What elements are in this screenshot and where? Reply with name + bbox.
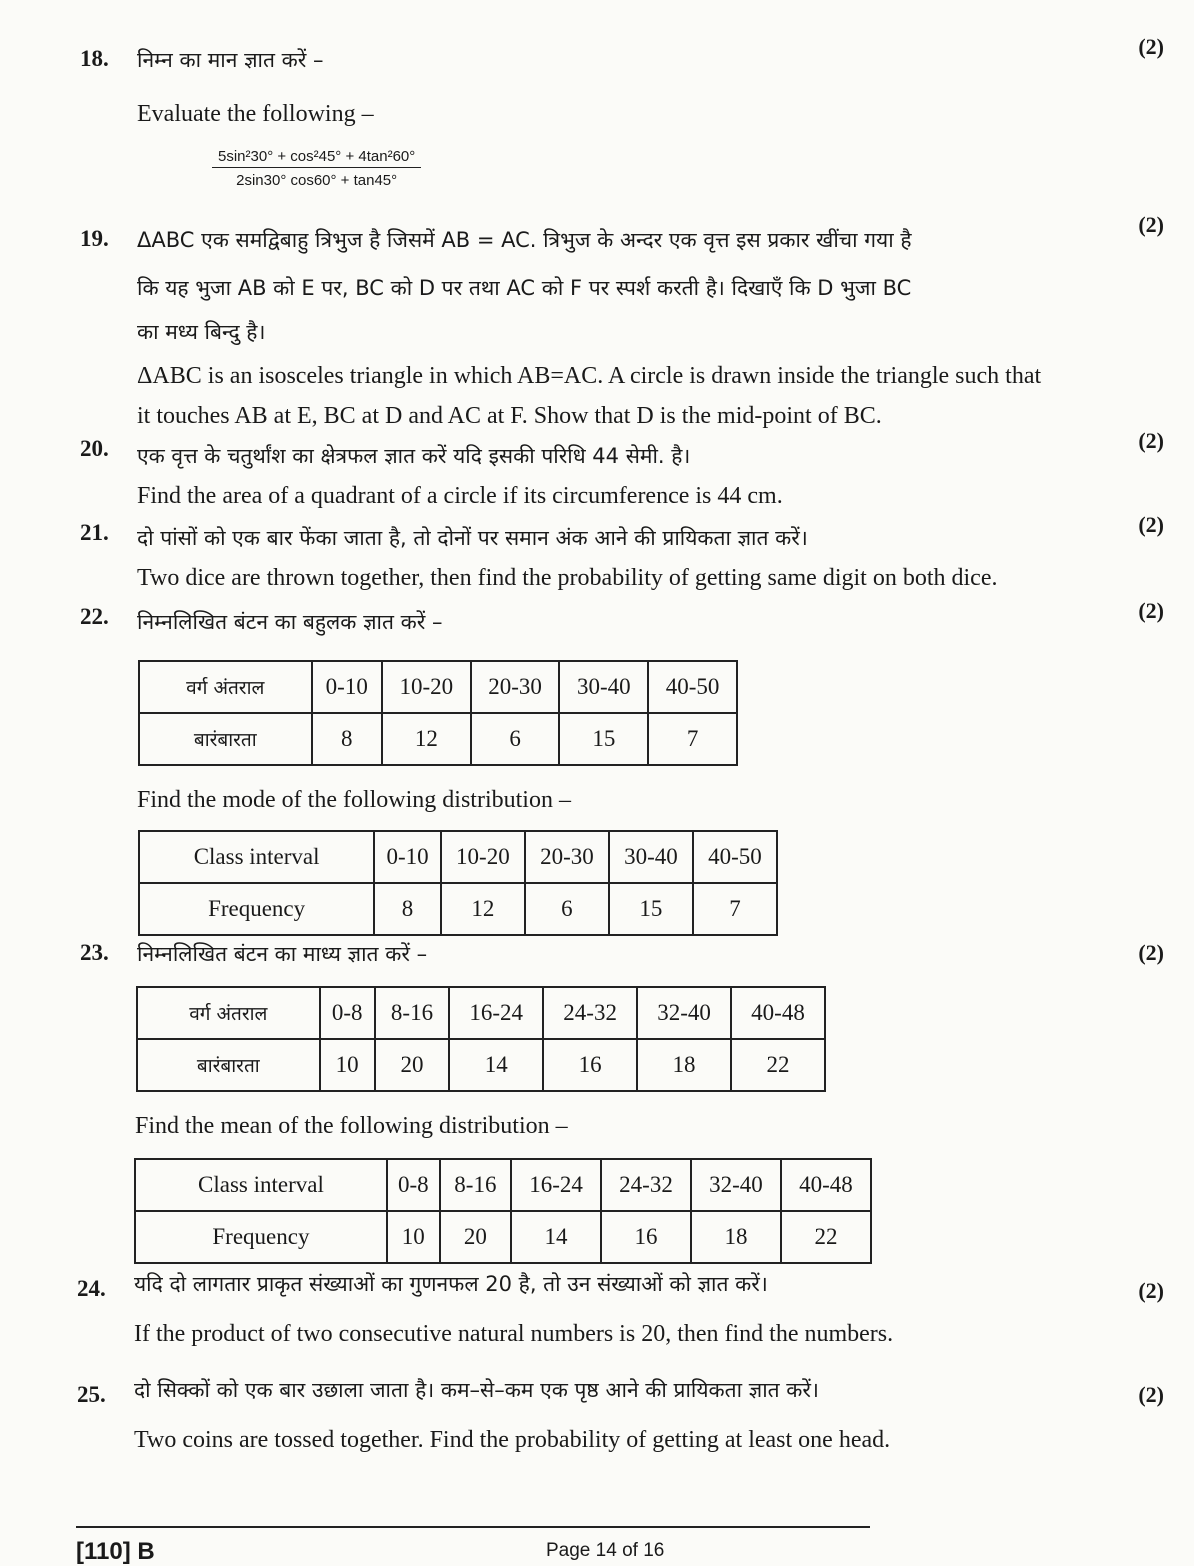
question-text-english: Two coins are tossed together. Find the probability of getting at least one head. — [134, 1427, 891, 1453]
table-row — [137, 1039, 825, 1091]
table-cell: 15 — [559, 713, 648, 765]
table-cell: 0-10 — [312, 661, 382, 713]
question-text-english: Evaluate the following – — [137, 101, 374, 127]
table-cell: 8-16 — [375, 987, 450, 1039]
paper-code: [110] B — [76, 1538, 155, 1565]
table-cell: 24-32 — [601, 1159, 691, 1211]
table-cell: 20 — [440, 1211, 511, 1263]
question-text-hindi: दो पांसों को एक बार फेंका जाता है, तो दोनों पर समान अंक आने की प्रायिकता ज्ञात करें। — [137, 526, 808, 550]
table-cell: 7 — [648, 713, 737, 765]
table-header: वर्ग अंतराल — [139, 661, 312, 713]
distribution-table-hindi — [138, 660, 738, 766]
question-text-hindi: निम्नलिखित बंटन का माध्य ज्ञात करें – — [137, 942, 428, 966]
table-cell: 0-8 — [320, 987, 375, 1039]
marks-label: (2) — [1138, 1278, 1164, 1303]
marks-label: (2) — [1138, 212, 1164, 237]
table-cell: 14 — [511, 1211, 601, 1263]
question-number: 18. — [80, 46, 109, 71]
marks-label: (2) — [1138, 598, 1164, 623]
table-cell: 22 — [781, 1211, 871, 1263]
question-text-hindi: एक वृत्त के चतुर्थांश का क्षेत्रफल ज्ञात करें यदि इसकी परिधि 44 सेमी. है। — [137, 444, 691, 468]
table-header: बारंबारता — [137, 1039, 320, 1091]
question-text-english: Find the mean of the following distribution – — [135, 1113, 568, 1139]
table-cell: 10-20 — [441, 831, 525, 883]
marks-label: (2) — [1138, 428, 1164, 453]
question-text-hindi: का मध्य बिन्दु है। — [137, 320, 266, 344]
question-text-english: Find the mode of the following distribution – — [137, 787, 571, 813]
distribution-table-english — [134, 1158, 872, 1264]
table-header: Frequency — [139, 883, 374, 935]
table-cell: 30-40 — [559, 661, 648, 713]
fraction-denominator: 2sin30° cos60° + tan45° — [236, 172, 398, 189]
table-row — [139, 661, 737, 713]
table-row — [139, 831, 777, 883]
question-number: 22. — [80, 604, 109, 629]
question-number: 19. — [80, 226, 109, 251]
table-row — [139, 713, 737, 765]
fraction-expression — [212, 148, 421, 189]
table-cell: 40-48 — [781, 1159, 871, 1211]
table-cell: 18 — [637, 1039, 731, 1091]
table-cell: 10 — [387, 1211, 440, 1263]
table-cell: 14 — [449, 1039, 543, 1091]
question-text-english: If the product of two consecutive natural numbers is 20, then find the numbers. — [134, 1321, 894, 1347]
distribution-table-english — [138, 830, 778, 936]
table-cell: 30-40 — [609, 831, 693, 883]
fraction-numerator: 5sin²30° + cos²45° + 4tan²60° — [212, 148, 421, 168]
question-text-english: Find the area of a quadrant of a circle if its circumference is 44 cm. — [137, 483, 783, 509]
table-cell: 16 — [601, 1211, 691, 1263]
table-cell: 24-32 — [543, 987, 637, 1039]
table-header: Class interval — [139, 831, 374, 883]
table-cell: 20-30 — [471, 661, 560, 713]
question-text-hindi: दो सिक्कों को एक बार उछाला जाता है। कम–से–कम एक पृष्ठ आने की प्रायिकता ज्ञात करें। — [134, 1378, 819, 1402]
distribution-table-hindi — [136, 986, 826, 1092]
table-cell: 22 — [731, 1039, 825, 1091]
table-header: Class interval — [135, 1159, 387, 1211]
table-row — [137, 987, 825, 1039]
table-cell: 0-8 — [387, 1159, 440, 1211]
page-number: Page 14 of 16 — [546, 1540, 665, 1561]
table-cell: 20 — [375, 1039, 450, 1091]
table-cell: 32-40 — [691, 1159, 781, 1211]
marks-label: (2) — [1138, 512, 1164, 537]
table-cell: 0-10 — [374, 831, 441, 883]
table-cell: 7 — [693, 883, 777, 935]
question-number: 23. — [80, 940, 109, 965]
question-number: 20. — [80, 436, 109, 461]
question-text-hindi: निम्नलिखित बंटन का बहुलक ज्ञात करें – — [137, 610, 443, 634]
table-cell: 8-16 — [440, 1159, 511, 1211]
question-text-english: Two dice are thrown together, then find the probability of getting same digit on both dice. — [137, 565, 998, 591]
table-cell: 12 — [441, 883, 525, 935]
question-text-hindi: ΔABC एक समद्विबाहु त्रिभुज है जिसमें AB = AC. त्रिभुज के अन्दर एक वृत्त इस प्रकार खींचा गया है — [137, 228, 912, 252]
table-cell: 6 — [525, 883, 609, 935]
table-cell: 16-24 — [449, 987, 543, 1039]
table-cell: 10-20 — [382, 661, 471, 713]
table-cell: 15 — [609, 883, 693, 935]
table-cell: 40-50 — [648, 661, 737, 713]
table-cell: 40-50 — [693, 831, 777, 883]
question-text-hindi: यदि दो लागतार प्राकृत संख्याओं का गुणनफल 20 है, तो उन संख्याओं को ज्ञात करें। — [134, 1272, 768, 1296]
question-text-hindi: निम्न का मान ज्ञात करें – — [137, 48, 324, 72]
table-cell: 16-24 — [511, 1159, 601, 1211]
question-number: 25. — [77, 1382, 106, 1407]
table-header: Frequency — [135, 1211, 387, 1263]
table-cell: 6 — [471, 713, 560, 765]
marks-label: (2) — [1138, 34, 1164, 59]
table-cell: 32-40 — [637, 987, 731, 1039]
footer-divider — [76, 1526, 870, 1528]
marks-label: (2) — [1138, 1382, 1164, 1407]
question-text-english: ΔABC is an isosceles triangle in which AB=AC. A circle is drawn inside the triangle such that — [137, 363, 1042, 389]
table-cell: 16 — [543, 1039, 637, 1091]
table-cell: 18 — [691, 1211, 781, 1263]
table-cell: 10 — [320, 1039, 375, 1091]
table-cell: 8 — [374, 883, 441, 935]
question-text-hindi: कि यह भुजा AB को E पर, BC को D पर तथा AC को F पर स्पर्श करती है। दिखाएँ कि D भुजा BC — [137, 276, 912, 300]
table-cell: 20-30 — [525, 831, 609, 883]
table-row — [139, 883, 777, 935]
question-text-english: it touches AB at E, BC at D and AC at F. Show that D is the mid-point of BC. — [137, 403, 882, 429]
marks-label: (2) — [1138, 940, 1164, 965]
table-row — [135, 1211, 871, 1263]
table-cell: 40-48 — [731, 987, 825, 1039]
table-cell: 12 — [382, 713, 471, 765]
question-number: 21. — [80, 520, 109, 545]
table-cell: 8 — [312, 713, 382, 765]
table-header: बारंबारता — [139, 713, 312, 765]
table-header: वर्ग अंतराल — [137, 987, 320, 1039]
table-row — [135, 1159, 871, 1211]
question-number: 24. — [77, 1276, 106, 1301]
